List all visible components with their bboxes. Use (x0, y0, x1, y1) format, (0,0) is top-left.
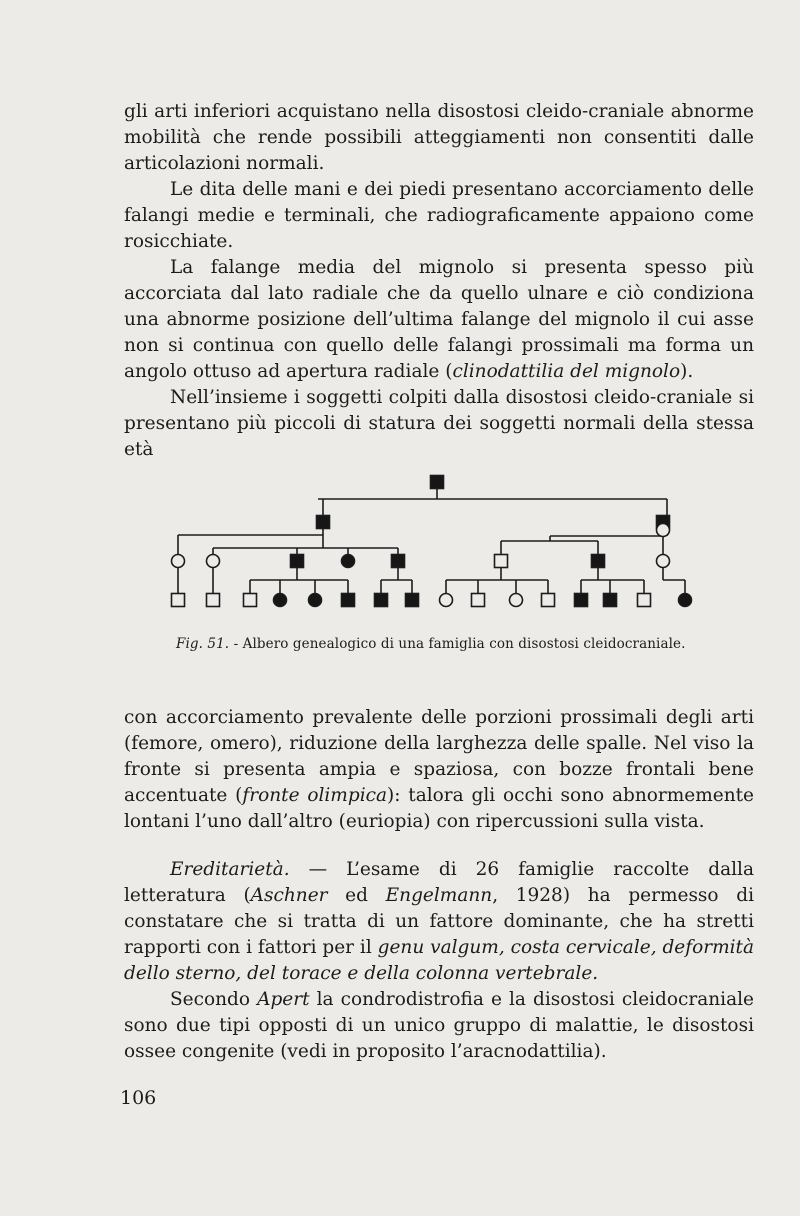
text-run: ). (680, 361, 694, 382)
male-symbol (495, 555, 508, 568)
affected-female-symbol (342, 555, 355, 568)
female-symbol (440, 594, 453, 607)
male-symbol (244, 594, 257, 607)
male-symbol (542, 594, 555, 607)
text-run: la condrodistrofia e la disostosi cleidocraniale sono due tipi opposti di un unico gruppo di malattie, le disostosi ossee congenite (vedi in proposito l’aracnodattilia). (124, 989, 754, 1062)
body-text-middle (124, 705, 754, 835)
affected-male-symbol (291, 555, 304, 568)
paragraph (124, 385, 754, 463)
italic-text: Engelmann (385, 885, 493, 906)
text-run: Nell’insieme i soggetti colpiti dalla disostosi cleido-craniale si presentano più piccoli di statura dei soggetti normali della stessa età (124, 387, 754, 460)
italic-text: clinodattilia del mignolo (452, 361, 681, 382)
paragraph (124, 987, 754, 1065)
paragraph (124, 255, 754, 385)
paragraph (124, 177, 754, 255)
figure-label: Fig. 51. (176, 636, 230, 652)
text-run: con accorciamento prevalente delle porzioni prossimali degli arti (femore, omero), riduzione della larghezza delle spalle. Nel viso la fronte si presenta ampia e spaziosa, con bozze frontali bene accentuate ( (124, 707, 754, 806)
male-symbol (207, 594, 220, 607)
italic-text: Apert (257, 989, 310, 1010)
text-run: Secondo (170, 989, 258, 1010)
affected-male-symbol (342, 594, 355, 607)
paragraph (124, 705, 754, 835)
body-text-bottom (124, 857, 754, 1065)
text-run: La falange media del mignolo si presenta spesso più accorciata dal lato radiale che da quello ulnare e ciò condiziona una abnorme posizione dell’ultima falange del mignolo il cui asse non si continua con quello delle falangi prossimali ma forma un angolo ottuso ad apertura radiale ( (124, 257, 754, 382)
affected-male-symbol (592, 555, 605, 568)
affected-male-symbol (375, 594, 388, 607)
paragraph (124, 99, 754, 177)
affected-male-symbol (604, 594, 617, 607)
text-run: — L’esame di 26 famiglie raccolte dalla letteratura ( (124, 859, 754, 906)
female-symbol (207, 555, 220, 568)
paragraph (124, 857, 754, 987)
italic-text: Ereditarietà. (170, 859, 290, 880)
female-symbol (510, 594, 523, 607)
figure-caption-text: - Albero genealogico di una famiglia con disostosi cleidocraniale. (233, 636, 686, 652)
text-run: Le dita delle mani e dei piedi presentano accorciamento delle falangi medie e terminali, che radiograficamente appaiono come rosicchiate. (124, 179, 754, 252)
affected-male-symbol (317, 516, 330, 529)
affected-female-symbol (309, 594, 322, 607)
male-symbol (172, 594, 185, 607)
pedigree-diagram (130, 470, 710, 620)
italic-text: fronte olimpica (242, 785, 388, 806)
male-symbol (472, 594, 485, 607)
affected-female-symbol (274, 594, 287, 607)
text-run: gli arti inferiori acquistano nella disostosi cleido-craniale abnorme mobilità che rende possibili atteggiamenti non consentiti dalle articolazioni normali. (124, 101, 754, 174)
affected-male-symbol (406, 594, 419, 607)
page-number: 106 (120, 1087, 157, 1109)
male-symbol (638, 594, 651, 607)
female-symbol (172, 555, 185, 568)
text-run: ed (327, 885, 386, 906)
affected-male-symbol (431, 476, 444, 489)
text-run: ): talora gli occhi sono abnormemente lontani l’uno dall’altro (euriopia) con ripercussioni sulla vista. (124, 785, 754, 832)
affected-male-symbol (575, 594, 588, 607)
affected-male-symbol (392, 555, 405, 568)
italic-text: Aschner (250, 885, 328, 906)
text-run: , 1928) ha permesso di constatare che si tratta di un fattore dominante, che ha stretti rapporti con i fattori per il (124, 885, 754, 958)
figure-caption (176, 636, 736, 652)
body-text-top (124, 99, 754, 463)
female-symbol (657, 555, 670, 568)
female-symbol (657, 524, 670, 537)
italic-text: genu valgum, costa cervicale, deformità dello sterno, del torace e della colonna vertebrale. (124, 937, 755, 984)
affected-female-symbol (679, 594, 692, 607)
